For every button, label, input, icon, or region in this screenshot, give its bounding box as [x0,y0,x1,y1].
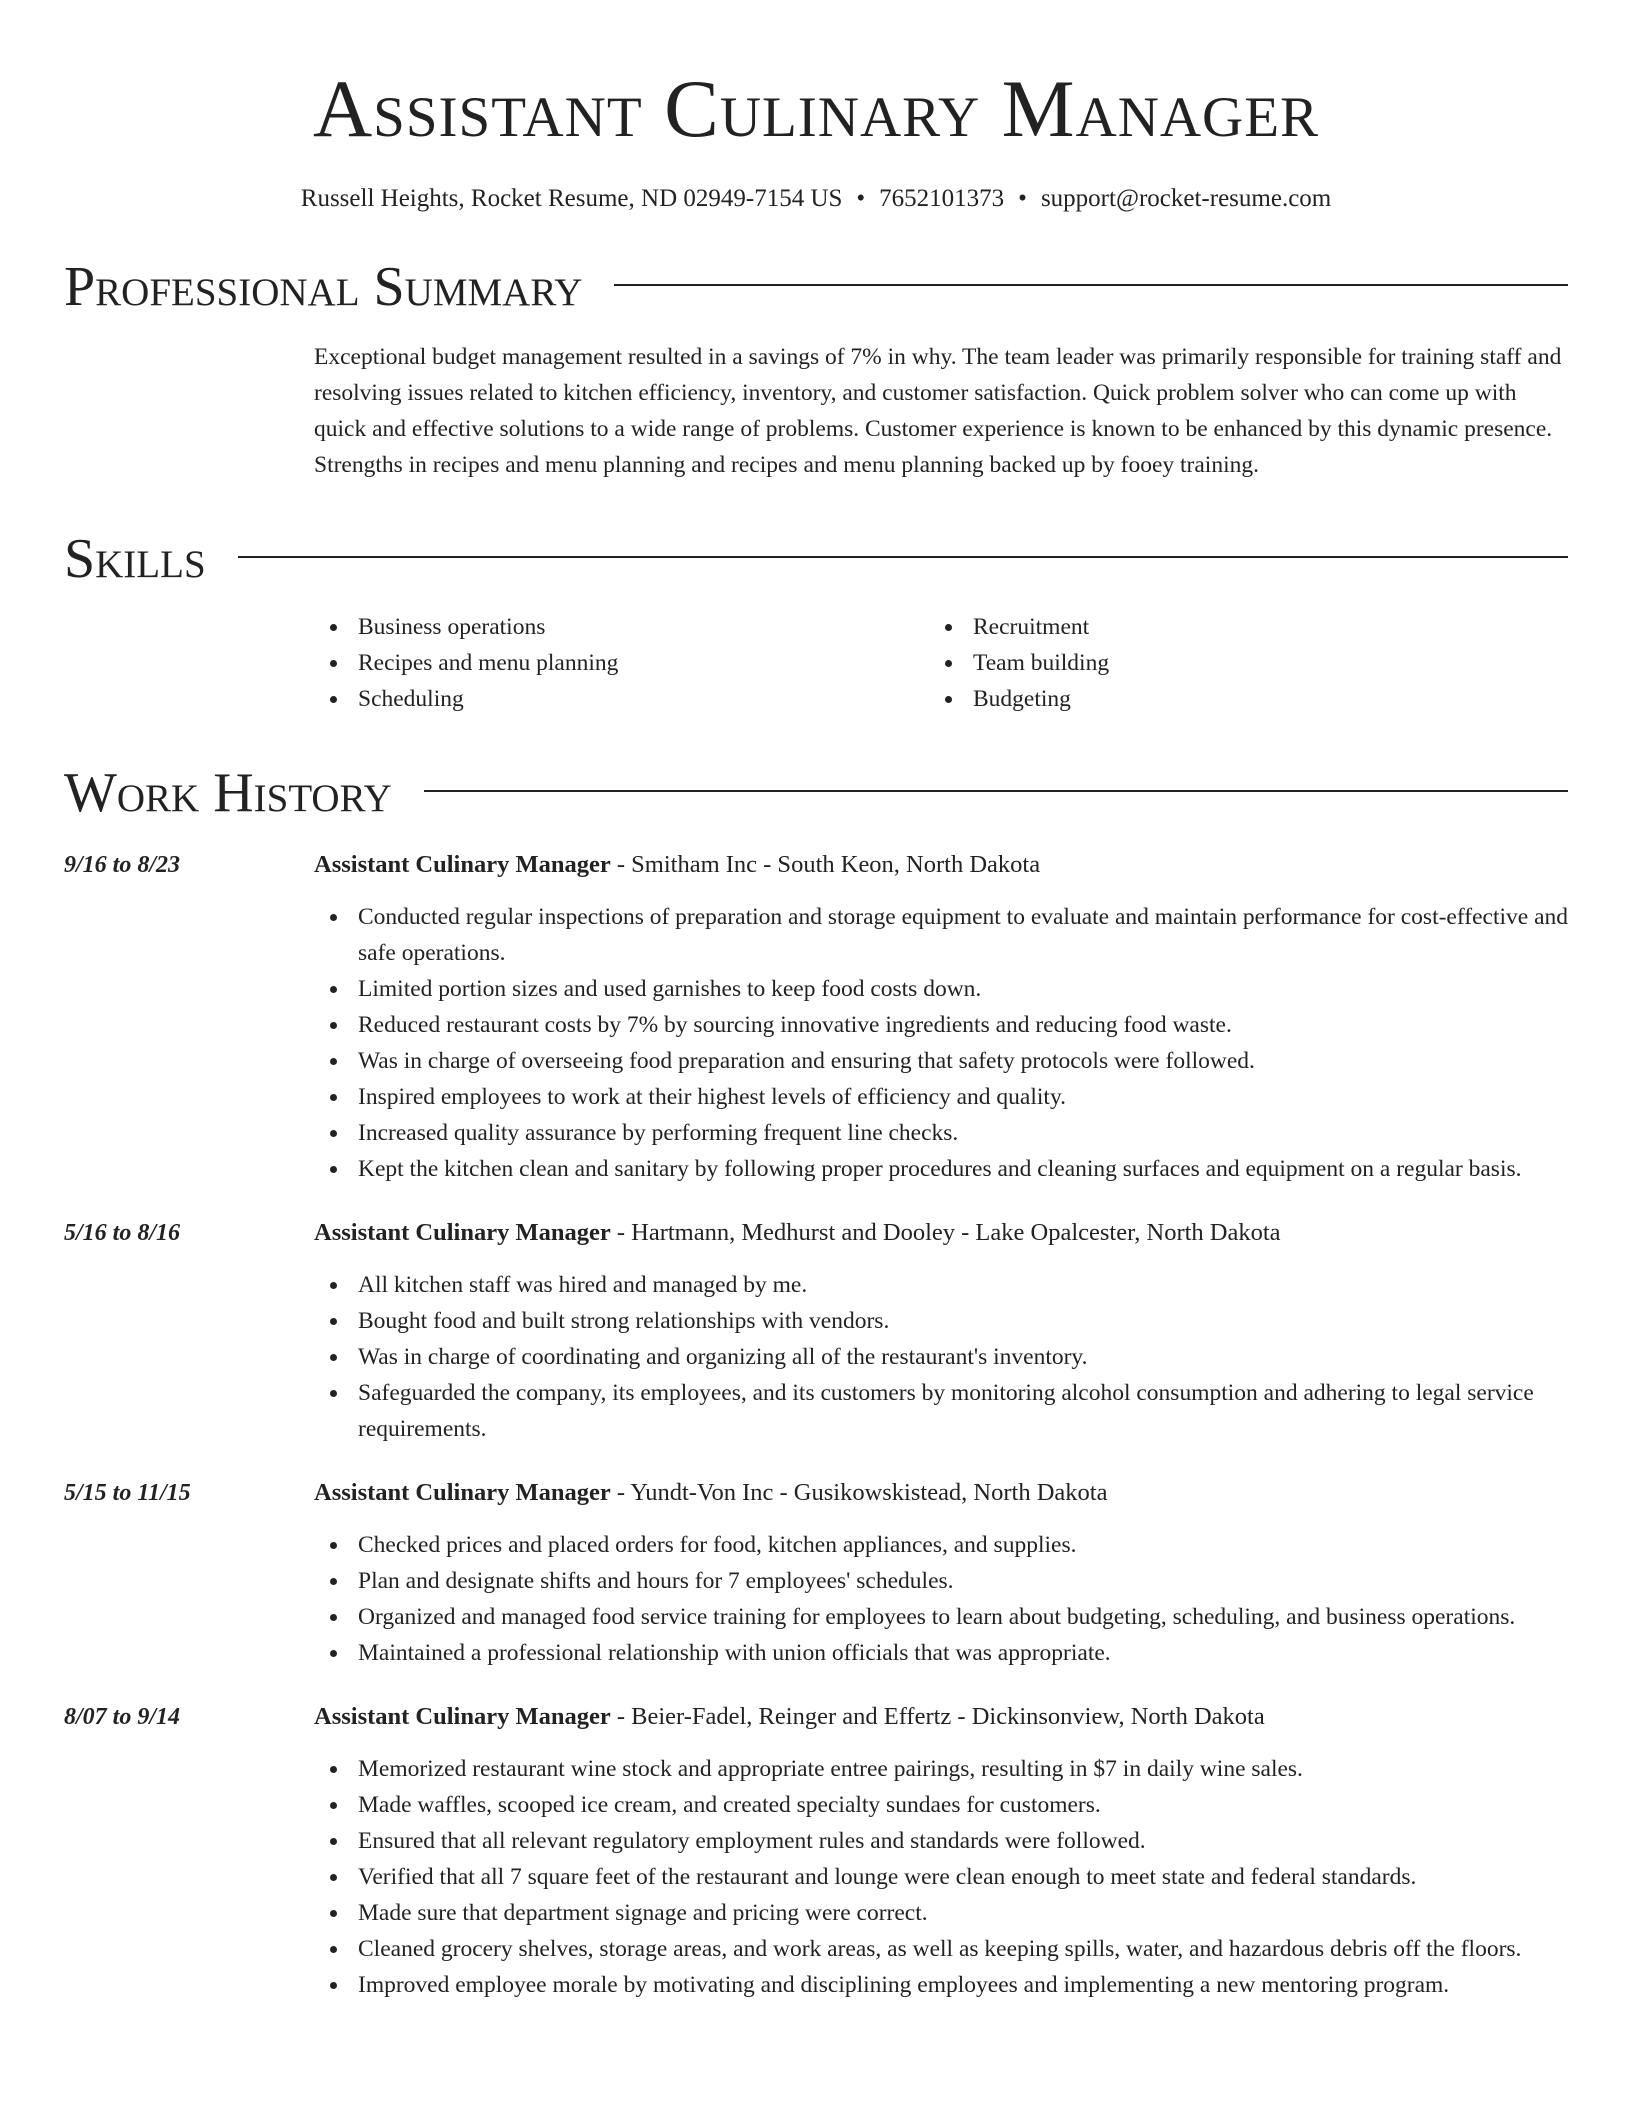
job-header [314,1215,1568,1251]
skill-item: Recipes and menu planning [314,645,929,681]
skill-item: Recruitment [929,609,1544,645]
job-role: Assistant Culinary Manager [314,851,611,878]
section-divider [614,284,1568,286]
job-bullet: Checked prices and placed orders for food, kitchen appliances, and supplies. [314,1527,1568,1563]
job-company-location: - Beier-Fadel, Reinger and Effertz - Dickinsonview, North Dakota [610,1703,1265,1730]
job-bullet: Verified that all 7 square feet of the restaurant and lounge were clean enough to meet state and federal standards. [314,1859,1568,1895]
job-bullet: Maintained a professional relationship with union officials that was appropriate. [314,1635,1568,1671]
job-bullet: Reduced restaurant costs by 7% by sourcing innovative ingredients and reducing food waste. [314,1007,1568,1043]
skill-item: Business operations [314,609,929,645]
job-header [314,847,1568,883]
job-details [314,1475,1568,1671]
job-bullet: Limited portion sizes and used garnishes to keep food costs down. [314,971,1568,1007]
job-role: Assistant Culinary Manager [314,1703,611,1730]
skill-item: Budgeting [929,681,1544,717]
skills-column-right [929,609,1544,717]
resume-name: Assistant Culinary Manager [312,63,1320,154]
job-company-location: - Hartmann, Medhurst and Dooley - Lake Opalcester, North Dakota [610,1219,1281,1246]
job-bullet: Was in charge of overseeing food preparation and ensuring that safety protocols were followed. [314,1043,1568,1079]
job-role: Assistant Culinary Manager [314,1479,611,1506]
job-bullet-list [314,1751,1568,2003]
job-bullet: All kitchen staff was hired and managed by me. [314,1267,1568,1303]
contact-phone: 7652101373 [879,185,1005,212]
job-dates: 5/15 to 11/15 [64,1480,191,1506]
job-dates: 9/16 to 8/23 [64,852,181,878]
summary-section-header [64,256,1568,318]
job-bullet: Plan and designate shifts and hours for 7 employees' schedules. [314,1563,1568,1599]
job-bullet: Made waffles, scooped ice cream, and created specialty sundaes for customers. [314,1787,1568,1823]
job-details [314,847,1568,1187]
skills-column-left [314,609,929,717]
contact-separator: • [1018,185,1027,212]
job-bullet: Ensured that all relevant regulatory employment rules and standards were followed. [314,1823,1568,1859]
job-bullet: Inspired employees to work at their highest levels of efficiency and quality. [314,1079,1568,1115]
job-header [314,1699,1568,1735]
skills-list [314,609,1568,717]
job-bullet-list [314,899,1568,1187]
contact-line [64,186,1568,211]
contact-email: support@rocket-resume.com [1040,185,1332,212]
summary-title: Professional Summary [64,256,583,318]
job-company-location: - Smitham Inc - South Keon, North Dakota [610,851,1041,878]
job-bullet-list [314,1267,1568,1447]
job-bullet: Kept the kitchen clean and sanitary by following proper procedures and cleaning surfaces and equipment on a regular basis. [314,1151,1568,1187]
job-bullet: Improved employee morale by motivating and disciplining employees and implementing a new mentoring program. [314,1967,1568,2003]
skill-item: Team building [929,645,1544,681]
job-bullet: Memorized restaurant wine stock and appropriate entree pairings, resulting in $7 in daily wine sales. [314,1751,1568,1787]
job-bullet-list [314,1527,1568,1671]
work-section-header [64,762,1568,824]
contact-address: Russell Heights, Rocket Resume, ND 02949-7154 US [300,185,843,212]
job-details [314,1699,1568,2003]
section-divider [424,790,1568,792]
job-bullet: Was in charge of coordinating and organizing all of the restaurant's inventory. [314,1339,1568,1375]
job-bullet: Organized and managed food service training for employees to learn about budgeting, scheduling, and business operations. [314,1599,1568,1635]
job-entry [64,1215,1568,1447]
job-bullet: Cleaned grocery shelves, storage areas, and work areas, as well as keeping spills, water, and hazardous debris off the floors. [314,1931,1568,1967]
job-company-location: - Yundt-Von Inc - Gusikowskistead, North Dakota [610,1479,1108,1506]
work-title: Work History [64,762,392,824]
skills-section-header [64,528,1568,590]
job-bullet: Made sure that department signage and pricing were correct. [314,1895,1568,1931]
job-bullet: Safeguarded the company, its employees, and its customers by monitoring alcohol consumption and adhering to legal service requirements. [314,1375,1568,1447]
job-bullet: Increased quality assurance by performing frequent line checks. [314,1115,1568,1151]
skills-title: Skills [64,528,206,590]
job-entry [64,1699,1568,2003]
job-role: Assistant Culinary Manager [314,1219,611,1246]
skill-item: Scheduling [314,681,929,717]
job-details [314,1215,1568,1447]
job-bullet: Bought food and built strong relationships with vendors. [314,1303,1568,1339]
job-header [314,1475,1568,1511]
job-entry [64,1475,1568,1671]
contact-separator: • [856,185,866,212]
job-dates: 5/16 to 8/16 [64,1220,181,1246]
job-bullet: Conducted regular inspections of preparation and storage equipment to evaluate and maintain performance for cost-effective and safe operations. [314,899,1568,971]
job-dates: 8/07 to 9/14 [64,1704,181,1730]
summary-text: Exceptional budget management resulted in a savings of 7% in why. The team leader was primarily responsible for training staff and resolving issues related to kitchen efficiency, inventory, and customer satisfaction. Quick problem solver who can come up with quick and effective solutions to a wide range of problems. Customer experience is known to be enhanced by this dynamic presence. Strengths in recipes and menu planning and recipes and menu planning backed up by fooey training. [314,344,1562,478]
job-entry [64,847,1568,1187]
section-divider [238,556,1568,558]
